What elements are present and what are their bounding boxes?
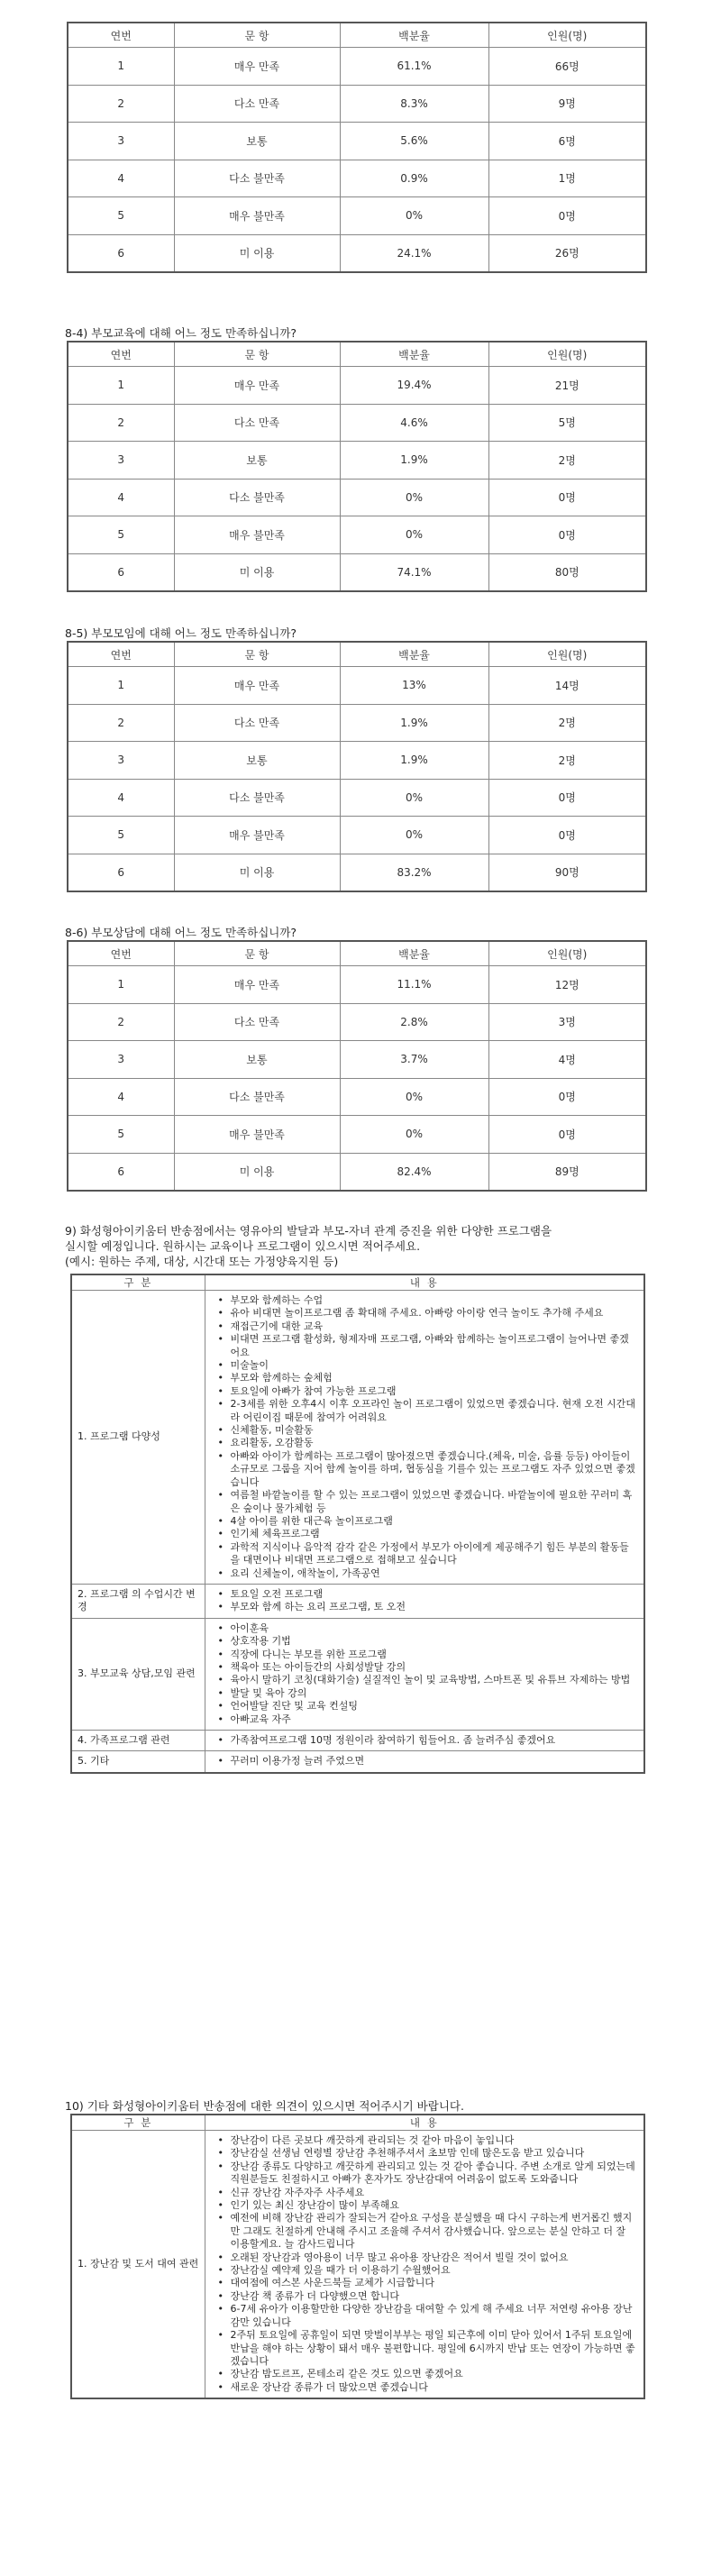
list-item: • 책육아 또는 아이들간의 사회성발달 강의 — [213, 1661, 637, 1674]
cell-no: 1 — [68, 667, 174, 705]
comment-content — [205, 1584, 644, 1618]
comment-category: 1. 프로그램 다양성 — [71, 1291, 205, 1585]
cell-no: 2 — [68, 1003, 174, 1041]
table-row — [68, 48, 646, 86]
cell-no: 5 — [68, 817, 174, 854]
cell-people: 3명 — [488, 1003, 646, 1041]
cell-item: 보통 — [174, 1041, 340, 1079]
list-item: • 부모와 함께 하는 요리 프로그램, 토 오전 — [213, 1601, 637, 1613]
col-header-item: 문 항 — [174, 642, 340, 667]
cell-no: 1 — [68, 966, 174, 1004]
table-row — [68, 1078, 646, 1116]
comment-category: 3. 부모교육 상담,모임 관련 — [71, 1618, 205, 1730]
comment-list — [213, 2134, 637, 2394]
list-item: • 2-3세를 위한 오후4시 이후 오프라인 놀이 프로그램이 있었으면 좋겠습니다. 현재 오전 시간대라 어린이집 때문에 참여가 어려워요 — [213, 1398, 637, 1424]
list-item: • 2주뒤 토요일에 공휴일이 되면 맞벌이부부는 평일 퇴근후에 이미 닫아 있어서 1주뒤 토요일에 반납을 해야 하는 상황이 돼서 매우 불편합니다. 평일에 6시까지 반납 또는 연장이 가능하면 좋겠습니다 — [213, 2329, 637, 2368]
comment-list — [213, 1294, 637, 1580]
table-row — [68, 1153, 646, 1191]
list-item: • 여름철 바깥놀이를 할 수 있는 프로그램이 있었으면 좋겠습니다. 바깥놀이에 필요한 꾸러미 혹은 숲이나 물가체험 등 — [213, 1489, 637, 1515]
comment-row — [71, 1731, 644, 1751]
table-row — [68, 553, 646, 591]
list-item: • 가족참여프로그램 10명 정원이라 참여하기 힘들어요. 좀 늘려주심 좋겠어요 — [213, 1734, 637, 1747]
comment-content — [205, 1291, 644, 1585]
table-header-row — [68, 23, 646, 48]
list-item: • 아이훈육 — [213, 1622, 637, 1635]
cell-percent: 82.4% — [340, 1153, 488, 1191]
cell-people: 0명 — [488, 1078, 646, 1116]
list-item: • 직장에 다니는 부모를 위한 프로그램 — [213, 1649, 637, 1661]
cell-no: 5 — [68, 516, 174, 554]
question-10-title: 10) 기타 화성형아이키움터 반송점에 대한 의견이 있으시면 적어주시기 바랍니다. — [65, 2099, 464, 2113]
table-row — [68, 85, 646, 123]
list-item: • 토요일에 아빠가 참여 가능한 프로그램 — [213, 1385, 637, 1398]
cell-percent: 19.4% — [340, 367, 488, 405]
cell-percent: 4.6% — [340, 404, 488, 442]
col-header-no: 연번 — [68, 941, 174, 966]
comments-table-q10 — [70, 2114, 645, 2399]
cell-percent: 0% — [340, 1116, 488, 1154]
table-row — [68, 516, 646, 554]
col-header-content: 내 용 — [205, 1274, 644, 1291]
list-item: • 새로운 장난감 종류가 더 많았으면 좋겠습니다 — [213, 2381, 637, 2394]
cell-no: 1 — [68, 48, 174, 86]
cell-item: 매우 불만족 — [174, 1116, 340, 1154]
satisfaction-table-8-4 — [67, 341, 647, 592]
table-row — [68, 123, 646, 160]
cell-no: 6 — [68, 854, 174, 891]
cell-percent: 0% — [340, 479, 488, 516]
comment-list — [213, 1588, 637, 1614]
cell-no: 6 — [68, 553, 174, 591]
cell-people: 12명 — [488, 966, 646, 1004]
cell-item: 매우 불만족 — [174, 197, 340, 235]
table-row — [68, 197, 646, 235]
comment-category: 5. 기타 — [71, 1751, 205, 1773]
cell-item: 미 이용 — [174, 234, 340, 272]
list-item: • 재접근기에 대한 교육 — [213, 1320, 637, 1333]
col-header-people: 인원(명) — [488, 941, 646, 966]
cell-people: 5명 — [488, 404, 646, 442]
cell-people: 9명 — [488, 85, 646, 123]
cell-percent: 74.1% — [340, 553, 488, 591]
list-item: • 장난감 종류도 다양하고 깨끗하게 관리되고 있는 것 같아 좋습니다. 주변 소개로 알게 되었는데 직원분들도 친절하시고 아빠가 혼자가도 장난감대여 어려움이 없도록 도와줍니다 — [213, 2160, 637, 2187]
col-header-item: 문 항 — [174, 342, 340, 367]
cell-people: 0명 — [488, 779, 646, 817]
cell-item: 매우 만족 — [174, 367, 340, 405]
cell-item: 다소 만족 — [174, 704, 340, 742]
cell-people: 0명 — [488, 479, 646, 516]
cell-no: 3 — [68, 123, 174, 160]
cell-item: 매우 불만족 — [174, 817, 340, 854]
cell-percent: 0% — [340, 516, 488, 554]
cell-item: 보통 — [174, 442, 340, 480]
list-item: • 오래된 장난감과 영아용이 너무 많고 유아용 장난감은 적어서 빌릴 것이 없어요 — [213, 2252, 637, 2264]
comment-category: 2. 프로그램 의 수업시간 변경 — [71, 1584, 205, 1618]
table-row — [68, 854, 646, 891]
list-item: • 장난감 밤도르프, 몬테소리 같은 것도 있으면 좋겠어요 — [213, 2368, 637, 2380]
cell-no: 4 — [68, 779, 174, 817]
comment-row — [71, 2131, 644, 2399]
list-item: • 장난감실 선생님 연령별 장난감 추천해주셔서 초보맘 인데 많은도움 받고 있습니다 — [213, 2147, 637, 2160]
cell-item: 다소 만족 — [174, 1003, 340, 1041]
comment-content — [205, 2131, 644, 2399]
table-row — [68, 779, 646, 817]
comment-row — [71, 1291, 644, 1585]
list-item: • 부모와 함께하는 숲체험 — [213, 1372, 637, 1384]
col-header-people: 인원(명) — [488, 23, 646, 48]
cell-no: 2 — [68, 704, 174, 742]
cell-people: 80명 — [488, 553, 646, 591]
comment-content — [205, 1751, 644, 1773]
col-header-category: 구 분 — [71, 1274, 205, 1291]
cell-people: 14명 — [488, 667, 646, 705]
list-item: • 4살 아이를 위한 대근육 놀이프로그램 — [213, 1515, 637, 1528]
cell-percent: 1.9% — [340, 742, 488, 780]
list-item: • 장난감실 예약제 있을 때가 더 이용하기 수월했어요 — [213, 2264, 637, 2277]
cell-no: 4 — [68, 1078, 174, 1116]
table-row — [68, 966, 646, 1004]
question-title-8-4: 8-4) 부모교육에 대해 어느 정도 만족하십니까? — [65, 326, 297, 340]
comment-row — [71, 1618, 644, 1730]
list-item: • 대여점에 여스본 사운드북들 교체가 시급합니다 — [213, 2277, 637, 2289]
cell-no: 2 — [68, 85, 174, 123]
cell-no: 6 — [68, 1153, 174, 1191]
cell-item: 매우 만족 — [174, 667, 340, 705]
table-row — [68, 667, 646, 705]
cell-people: 0명 — [488, 516, 646, 554]
col-header-percent: 백분율 — [340, 23, 488, 48]
cell-percent: 3.7% — [340, 1041, 488, 1079]
list-item: • 아빠와 아이가 함께하는 프로그램이 많아졌으면 좋겠습니다.(체육, 미술, 음률 등등) 아이들이 소규모로 그룹을 지어 함께 놀이를 하며, 협동심을 기를수 있는 프로그램도 자주 있었으면 좋겠습니다 — [213, 1450, 637, 1489]
table-row — [68, 742, 646, 780]
cell-no: 4 — [68, 160, 174, 197]
table-row — [68, 234, 646, 272]
cell-no: 3 — [68, 442, 174, 480]
question-9-line1: 9) 화성형아이키움터 반송점에서는 영유아의 발달과 부모-자녀 관계 증진을 위한 다양한 프로그램을 — [65, 1224, 552, 1238]
cell-percent: 5.6% — [340, 123, 488, 160]
list-item: • 인기체 체육프로그램 — [213, 1528, 637, 1540]
table-header-row — [68, 342, 646, 367]
cell-item: 매우 만족 — [174, 966, 340, 1004]
list-item: • 장난감 책 종류가 더 다양했으면 합니다 — [213, 2290, 637, 2303]
cell-people: 89명 — [488, 1153, 646, 1191]
cell-percent: 8.3% — [340, 85, 488, 123]
list-item: • 꾸러미 이용가정 늘려 주었으면 — [213, 1755, 637, 1768]
cell-item: 다소 만족 — [174, 404, 340, 442]
comment-list — [213, 1755, 637, 1768]
cell-no: 5 — [68, 197, 174, 235]
col-header-percent: 백분율 — [340, 342, 488, 367]
list-item: • 발달 및 육아 강의 — [213, 1687, 637, 1700]
question-title-8-6: 8-6) 부모상담에 대해 어느 정도 만족하십니까? — [65, 926, 297, 939]
col-header-item: 문 항 — [174, 941, 340, 966]
cell-percent: 11.1% — [340, 966, 488, 1004]
comment-row — [71, 1751, 644, 1773]
cell-people: 26명 — [488, 234, 646, 272]
comment-category: 1. 장난감 및 도서 대여 관련 — [71, 2131, 205, 2399]
cell-item: 다소 불만족 — [174, 779, 340, 817]
satisfaction-table-8-5 — [67, 641, 647, 892]
cell-percent: 0.9% — [340, 160, 488, 197]
satisfaction-table-8-6 — [67, 940, 647, 1192]
cell-item: 보통 — [174, 123, 340, 160]
cell-item: 다소 불만족 — [174, 479, 340, 516]
col-header-percent: 백분율 — [340, 642, 488, 667]
list-item: • 예전에 비해 장난감 관리가 잘되는거 같아요 구성을 분실했을 때 다시 구하는게 번거롭긴 했지만 그래도 친절하게 안내해 주시고 조율해 주셔서 감사했습니다. 앞으로는 분실 안하고 더 잘 이용할게요. 늘 감사드립니다 — [213, 2212, 637, 2251]
list-item: • 아빠교육 자주 — [213, 1713, 637, 1726]
table-row — [68, 442, 646, 480]
cell-no: 3 — [68, 742, 174, 780]
list-item: • 신체활동, 미술활동 — [213, 1424, 637, 1437]
list-item: • 요리활동, 오감활동 — [213, 1437, 637, 1449]
cell-no: 2 — [68, 404, 174, 442]
table-row — [68, 1041, 646, 1079]
cell-item: 다소 불만족 — [174, 160, 340, 197]
cell-people: 6명 — [488, 123, 646, 160]
cell-no: 1 — [68, 367, 174, 405]
cell-percent: 83.2% — [340, 854, 488, 891]
cell-percent: 1.9% — [340, 704, 488, 742]
table-row — [68, 817, 646, 854]
comment-content — [205, 1618, 644, 1730]
table-row — [68, 404, 646, 442]
list-item: • 비대면 프로그램 활성화, 형제자매 프로그램, 아빠와 함께하는 놀이프로그램이 늘어나면 좋겠어요 — [213, 1333, 637, 1359]
question-title-8-5: 8-5) 부모모임에 대해 어느 정도 만족하십니까? — [65, 626, 297, 640]
cell-item: 미 이용 — [174, 553, 340, 591]
table-header-row — [68, 642, 646, 667]
col-header-people: 인원(명) — [488, 342, 646, 367]
col-header-category: 구 분 — [71, 2115, 205, 2131]
list-item: • 유아 비대면 놀이프로그램 좀 확대해 주세요. 아빠랑 아이랑 연극 놀이도 추가해 주세요 — [213, 1307, 637, 1320]
cell-no: 4 — [68, 479, 174, 516]
cell-people: 2명 — [488, 742, 646, 780]
cell-percent: 2.8% — [340, 1003, 488, 1041]
cell-percent: 61.1% — [340, 48, 488, 86]
cell-no: 6 — [68, 234, 174, 272]
cell-percent: 0% — [340, 1078, 488, 1116]
col-header-no: 연번 — [68, 342, 174, 367]
comment-row — [71, 1584, 644, 1618]
satisfaction-table-8-3 — [67, 22, 647, 273]
comment-list — [213, 1734, 637, 1747]
cell-percent: 0% — [340, 817, 488, 854]
table-row — [68, 1003, 646, 1041]
table-row — [68, 367, 646, 405]
cell-item: 미 이용 — [174, 854, 340, 891]
list-item: • 신규 장난감 자주자주 사주세요 — [213, 2187, 637, 2199]
cell-people: 2명 — [488, 704, 646, 742]
cell-no: 5 — [68, 1116, 174, 1154]
list-item: • 요리 신체놀이, 애착놀이, 가족공연 — [213, 1567, 637, 1580]
question-9-line2: 실시할 예정입니다. 원하시는 교육이나 프로그램이 있으시면 적어주세요. — [65, 1239, 421, 1253]
comment-content — [205, 1731, 644, 1751]
cell-percent: 24.1% — [340, 234, 488, 272]
cell-people: 0명 — [488, 1116, 646, 1154]
col-header-percent: 백분율 — [340, 941, 488, 966]
list-item: • 언어발달 진단 및 교육 컨설팅 — [213, 1700, 637, 1713]
list-item: • 토요일 오전 프로그램 — [213, 1588, 637, 1601]
cell-percent: 0% — [340, 197, 488, 235]
list-item: • 미술놀이 — [213, 1359, 637, 1372]
cell-item: 매우 만족 — [174, 48, 340, 86]
cell-people: 21명 — [488, 367, 646, 405]
cell-item: 매우 불만족 — [174, 516, 340, 554]
list-item: • 과학적 지식이나 음악적 감각 같은 가정에서 부모가 아이에게 제공해주기 힘든 부분의 활동들을 대면이나 비대면 프로그램으로 접해보고 싶습니다 — [213, 1541, 637, 1567]
list-item: • 육아시 말하기 코칭(대화기술) 실질적인 놀이 및 교육방법, 스마트폰 및 유튜브 자제하는 방법 — [213, 1674, 637, 1686]
col-header-content: 내 용 — [205, 2115, 644, 2131]
table-header-row — [71, 1274, 644, 1291]
list-item: • 상호작용 기법 — [213, 1635, 637, 1648]
table-header-row — [71, 2115, 644, 2131]
list-item: • 6-7세 유아가 이용할만한 다양한 장난감을 대여할 수 있게 해 주세요 너무 저연령 유아용 장난감만 있습니다 — [213, 2303, 637, 2329]
cell-people: 66명 — [488, 48, 646, 86]
cell-percent: 1.9% — [340, 442, 488, 480]
table-row — [68, 479, 646, 516]
comment-category: 4. 가족프로그램 관련 — [71, 1731, 205, 1751]
cell-people: 2명 — [488, 442, 646, 480]
cell-people: 4명 — [488, 1041, 646, 1079]
col-header-people: 인원(명) — [488, 642, 646, 667]
list-item: • 부모와 함께하는 수업 — [213, 1294, 637, 1307]
cell-item: 보통 — [174, 742, 340, 780]
col-header-no: 연번 — [68, 23, 174, 48]
cell-item: 미 이용 — [174, 1153, 340, 1191]
table-row — [68, 160, 646, 197]
table-row — [68, 704, 646, 742]
cell-people: 0명 — [488, 817, 646, 854]
comment-list — [213, 1622, 637, 1726]
list-item: • 장난감이 다른 곳보다 깨끗하게 관리되는 것 같아 마음이 놓입니다 — [213, 2134, 637, 2147]
table-row — [68, 1116, 646, 1154]
col-header-no: 연번 — [68, 642, 174, 667]
question-9-line3: (예시: 원하는 주제, 대상, 시간대 또는 가정양육지원 등) — [65, 1255, 339, 1268]
comments-table-q9 — [70, 1274, 645, 1774]
cell-people: 0명 — [488, 197, 646, 235]
cell-item: 다소 불만족 — [174, 1078, 340, 1116]
cell-people: 1명 — [488, 160, 646, 197]
cell-percent: 0% — [340, 779, 488, 817]
cell-people: 90명 — [488, 854, 646, 891]
list-item: • 인기 있는 최신 장난감이 많이 부족해요 — [213, 2199, 637, 2212]
question-9-intro — [65, 1223, 660, 1269]
cell-percent: 13% — [340, 667, 488, 705]
col-header-item: 문 항 — [174, 23, 340, 48]
cell-no: 3 — [68, 1041, 174, 1079]
table-header-row — [68, 941, 646, 966]
cell-item: 다소 만족 — [174, 85, 340, 123]
